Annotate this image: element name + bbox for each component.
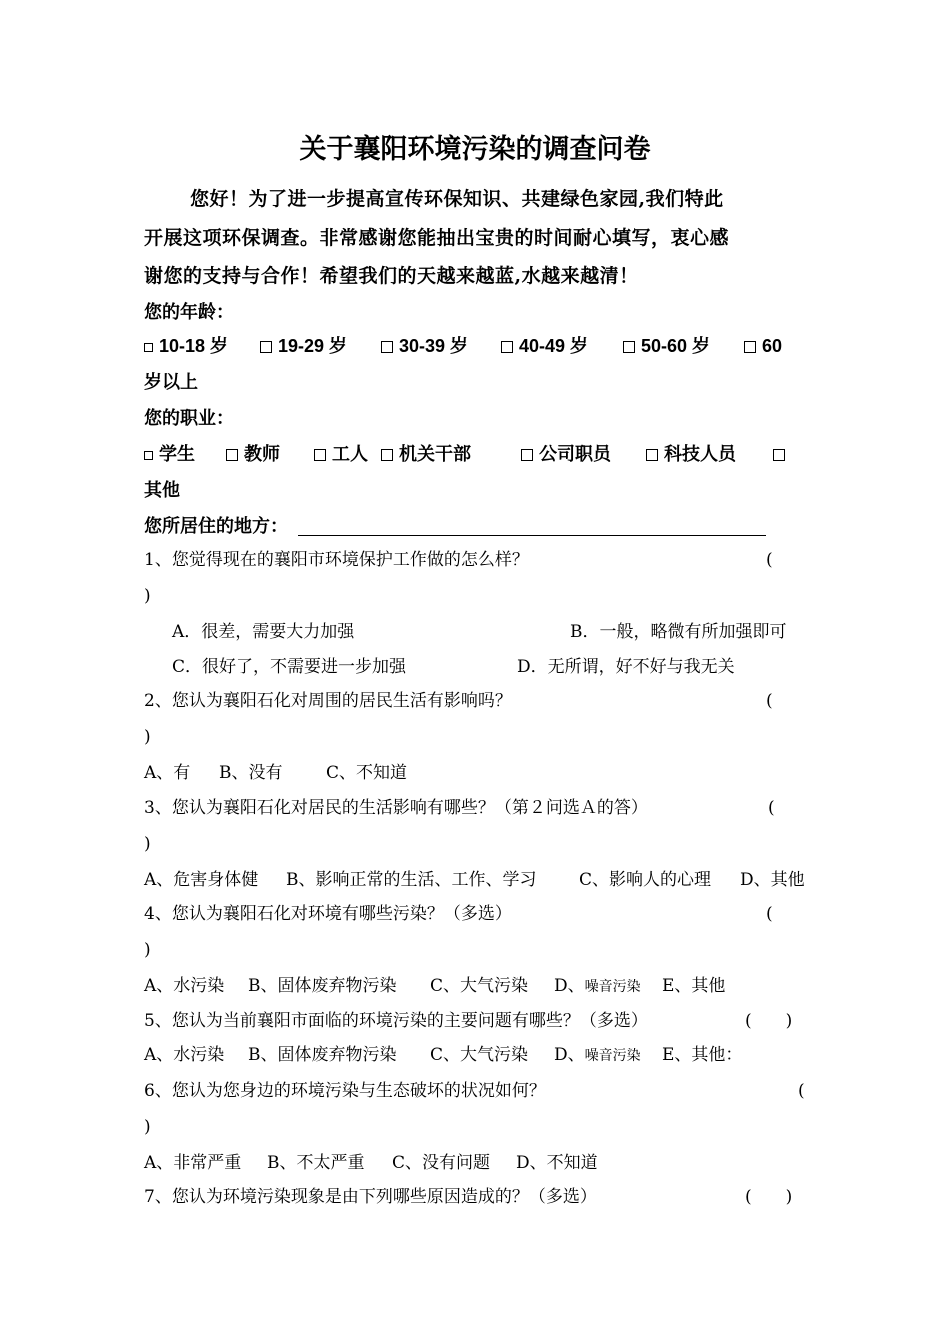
q1-answer-open[interactable]: ( bbox=[766, 550, 773, 570]
q5-option-e[interactable]: E、其他： bbox=[662, 1045, 743, 1065]
q2-text: 2、您认为襄阳石化对周围的居民生活有影响吗？ bbox=[144, 691, 512, 711]
q6-option-b[interactable]: B、不太严重 bbox=[267, 1153, 365, 1173]
q1-option-d[interactable]: D．无所谓，好不好与我无关 bbox=[517, 657, 735, 677]
job-option-other-wrap: 其他 bbox=[144, 480, 180, 500]
q7-answer-paren[interactable]: ( ) bbox=[745, 1187, 793, 1207]
q4-option-b[interactable]: B、固体废弃物污染 bbox=[248, 976, 397, 996]
q5-option-c[interactable]: C、大气污染 bbox=[430, 1045, 529, 1065]
residence-label: 您所居住的地方： bbox=[144, 516, 288, 536]
job-option-company-staff[interactable]: 公司职员 bbox=[521, 445, 611, 463]
q6-answer-open[interactable]: ( bbox=[798, 1081, 805, 1101]
checkbox-icon[interactable] bbox=[521, 449, 533, 461]
age-option-19-29[interactable]: 19-29 岁 bbox=[260, 337, 347, 355]
checkbox-icon[interactable] bbox=[501, 341, 513, 353]
age-option-10-18[interactable]: 10-18 岁 bbox=[144, 337, 228, 355]
intro-line-2: 开展这项环保调查。非常感谢您能抽出宝贵的时间耐心填写，衷心感 bbox=[144, 227, 730, 249]
checkbox-icon[interactable] bbox=[646, 449, 658, 461]
checkbox-icon[interactable] bbox=[381, 341, 393, 353]
job-option-student[interactable]: 学生 bbox=[144, 445, 195, 463]
q3-text: 3、您认为襄阳石化对居民的生活影响有哪些？（第２问选Ａ的答） bbox=[144, 798, 648, 818]
job-option-tech-staff[interactable]: 科技人员 bbox=[646, 445, 736, 463]
job-option-teacher[interactable]: 教师 bbox=[226, 445, 280, 463]
q4-option-d[interactable]: D、噪音污染 bbox=[554, 976, 641, 996]
q3-answer-close[interactable]: ) bbox=[144, 834, 151, 854]
q3-option-d[interactable]: D、其他 bbox=[740, 870, 805, 890]
page-title: 关于襄阳环境污染的调查问卷 bbox=[299, 134, 651, 165]
checkbox-icon[interactable] bbox=[260, 341, 272, 353]
q2-option-a[interactable]: A、有 bbox=[144, 763, 191, 783]
q4-answer-close[interactable]: ) bbox=[144, 940, 151, 960]
q6-option-c[interactable]: C、没有问题 bbox=[392, 1153, 491, 1173]
q5-option-a[interactable]: A、水污染 bbox=[144, 1045, 225, 1065]
age-option-40-49[interactable]: 40-49 岁 bbox=[501, 337, 588, 355]
q5-text: 5、您认为当前襄阳市面临的环境污染的主要问题有哪些？（多选） bbox=[144, 1011, 648, 1031]
age-option-60-plus-wrap: 岁以上 bbox=[144, 372, 198, 392]
q1-option-a[interactable]: A．很差，需要大力加强 bbox=[172, 622, 355, 642]
q2-answer-close[interactable]: ) bbox=[144, 727, 151, 747]
intro-line-1: 您好！为了进一步提高宣传环保知识、共建绿色家园,我们特此 bbox=[190, 188, 724, 210]
checkbox-icon[interactable] bbox=[144, 451, 153, 460]
age-option-50-60[interactable]: 50-60 岁 bbox=[623, 337, 710, 355]
age-label: 您的年龄： bbox=[144, 302, 234, 322]
checkbox-icon[interactable] bbox=[744, 341, 756, 353]
q2-option-c[interactable]: C、不知道 bbox=[326, 763, 408, 783]
age-option-60-plus[interactable]: 60 bbox=[744, 337, 782, 355]
q4-text: 4、您认为襄阳石化对环境有哪些污染？（多选） bbox=[144, 904, 512, 924]
job-label: 您的职业： bbox=[144, 408, 234, 428]
q3-answer-open[interactable]: ( bbox=[768, 798, 775, 818]
q5-answer-paren[interactable]: ( ) bbox=[745, 1011, 793, 1031]
q1-option-c[interactable]: C．很好了，不需要进一步加强 bbox=[172, 657, 407, 677]
intro-line-3: 谢您的支持与合作！希望我们的天越来越蓝,水越来越清！ bbox=[144, 265, 639, 287]
q2-answer-open[interactable]: ( bbox=[766, 691, 773, 711]
q6-option-d[interactable]: D、不知道 bbox=[516, 1153, 598, 1173]
q6-option-a[interactable]: A、非常严重 bbox=[144, 1153, 242, 1173]
q7-text: 7、您认为环境污染现象是由下列哪些原因造成的？（多选） bbox=[144, 1187, 597, 1207]
q5-option-d[interactable]: D、噪音污染 bbox=[554, 1045, 641, 1065]
q4-answer-open[interactable]: ( bbox=[766, 904, 773, 924]
q1-text: 1、您觉得现在的襄阳市环境保护工作做的怎么样？ bbox=[144, 550, 529, 570]
checkbox-icon[interactable] bbox=[314, 449, 326, 461]
job-option-other[interactable] bbox=[773, 445, 791, 463]
q3-option-b[interactable]: B、影响正常的生活、工作、学习 bbox=[286, 870, 537, 890]
checkbox-icon[interactable] bbox=[144, 343, 153, 352]
q1-answer-close[interactable]: ) bbox=[144, 586, 151, 606]
q3-option-a[interactable]: A、危害身体健 bbox=[144, 870, 259, 890]
q6-answer-close[interactable]: ) bbox=[144, 1117, 151, 1137]
q6-text: 6、您认为您身边的环境污染与生态破坏的状况如何？ bbox=[144, 1081, 546, 1101]
age-option-30-39[interactable]: 30-39 岁 bbox=[381, 337, 468, 355]
q4-option-a[interactable]: A、水污染 bbox=[144, 976, 225, 996]
q5-option-b[interactable]: B、固体废弃物污染 bbox=[248, 1045, 397, 1065]
residence-input-line[interactable] bbox=[298, 535, 766, 536]
q1-option-b[interactable]: B．一般，略微有所加强即可 bbox=[570, 622, 787, 642]
q4-option-e[interactable]: E、其他 bbox=[662, 976, 726, 996]
q2-option-b[interactable]: B、没有 bbox=[219, 763, 283, 783]
job-option-worker[interactable]: 工人 bbox=[314, 445, 368, 463]
q4-option-c[interactable]: C、大气污染 bbox=[430, 976, 529, 996]
checkbox-icon[interactable] bbox=[773, 449, 785, 461]
checkbox-icon[interactable] bbox=[381, 449, 393, 461]
checkbox-icon[interactable] bbox=[623, 341, 635, 353]
q3-option-c[interactable]: C、影响人的心理 bbox=[579, 870, 712, 890]
job-option-official[interactable]: 机关干部 bbox=[381, 445, 471, 463]
checkbox-icon[interactable] bbox=[226, 449, 238, 461]
